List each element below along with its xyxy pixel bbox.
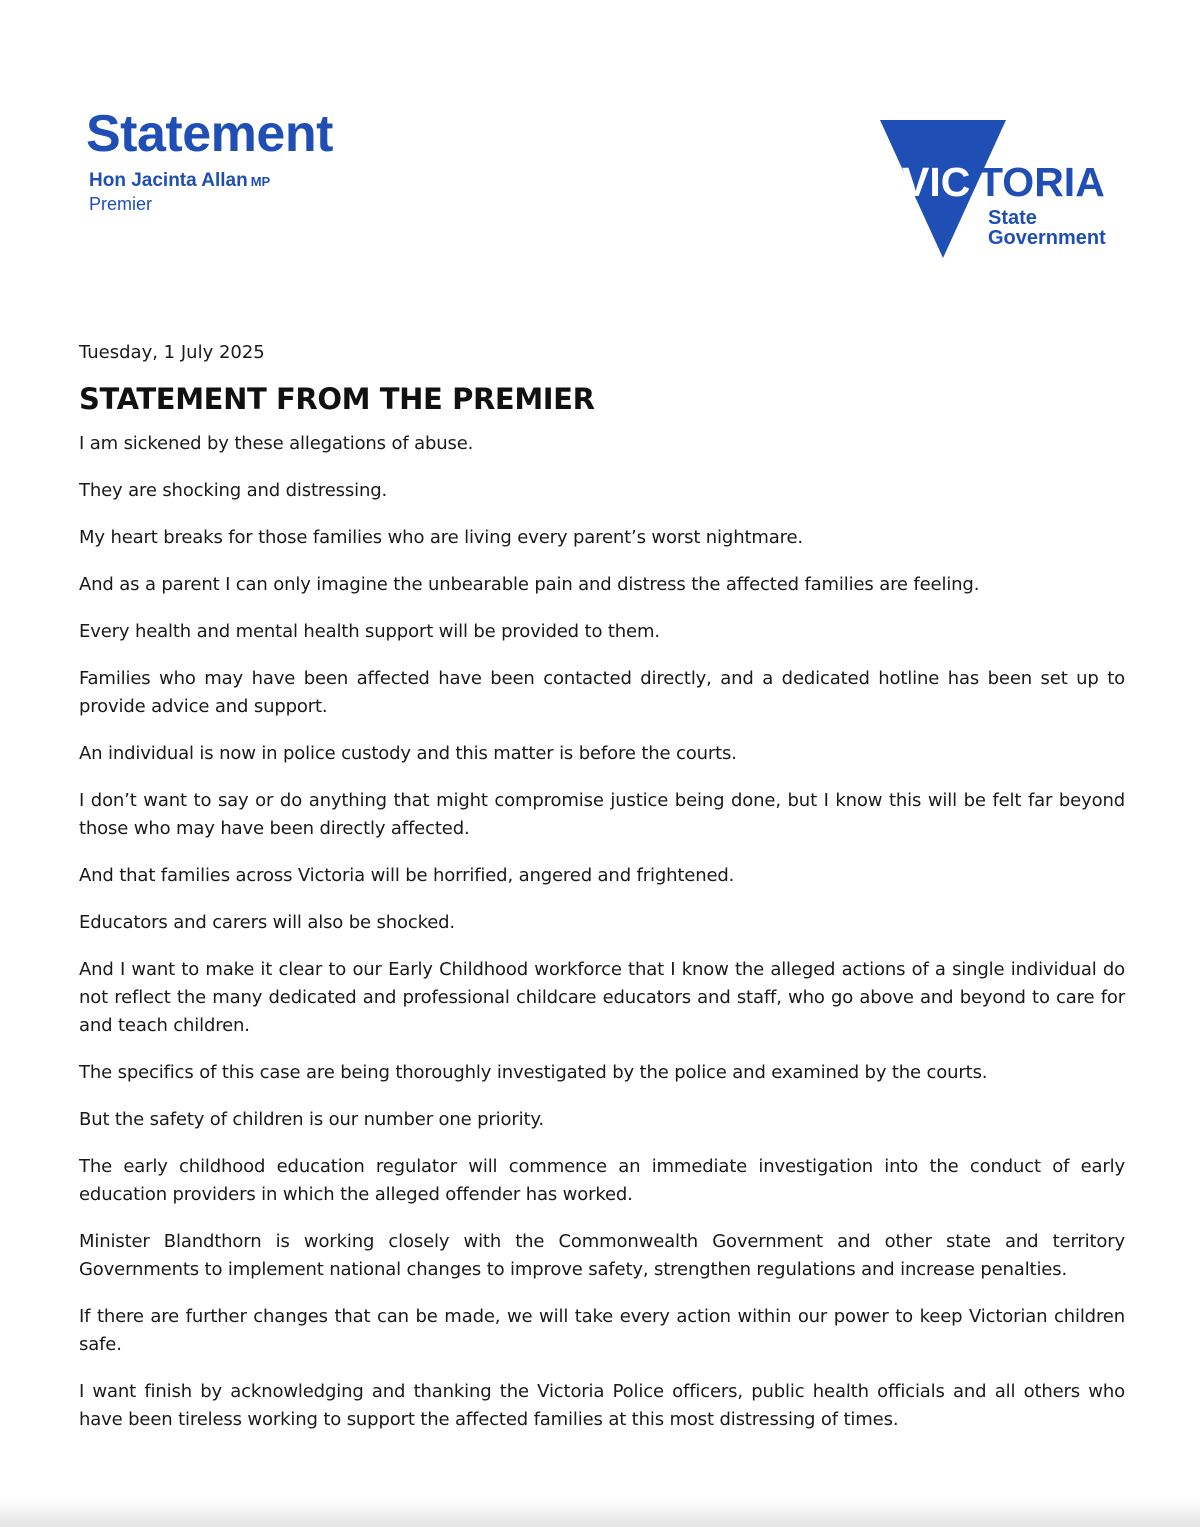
statement-paragraph: The specifics of this case are being thoroughly investigated by the police and examined by the courts. bbox=[79, 1062, 988, 1083]
statement-paragraph: The early childhood education regulator will commence an immediate investigation into the conduct of early education providers in which the alleged offender has worked. bbox=[79, 1156, 1125, 1205]
statement-paragraph: If there are further changes that can be made, we will take every action within our power to keep Victorian children safe. bbox=[79, 1306, 1125, 1355]
statement-paragraph: I want finish by acknowledging and thanking the Victoria Police officers, public health officials and all others who have been tireless working to support the affected families at this most distressing of times. bbox=[79, 1381, 1125, 1430]
statement-heading: STATEMENT FROM THE PREMIER bbox=[79, 382, 595, 416]
statement-paragraph: I don’t want to say or do anything that might compromise justice being done, but I know this will be felt far beyond those who may have been directly affected. bbox=[79, 790, 1125, 839]
statement-date: Tuesday, 1 July 2025 bbox=[79, 342, 265, 363]
statement-paragraph: And I want to make it clear to our Early Childhood workforce that I know the alleged actions of a single individual do not reflect the many dedicated and professional childcare educators and staff, who go above and beyond to care for and teach children. bbox=[79, 959, 1125, 1036]
statement-content bbox=[79, 339, 1125, 1453]
statement-paragraph: But the safety of children is our number one priority. bbox=[79, 1109, 544, 1130]
statement-paragraph: Minister Blandthorn is working closely with the Commonwealth Government and other state and territory Governments to implement national changes to improve safety, strengthen regulations and increase penalties. bbox=[79, 1231, 1125, 1280]
minister-name-suffix: MP bbox=[250, 174, 271, 189]
minister-name bbox=[89, 170, 333, 193]
statement-paragraph: Every health and mental health support will be provided to them. bbox=[79, 621, 660, 642]
statement-paragraph: I am sickened by these allegations of abuse. bbox=[79, 433, 474, 454]
masthead-title: Statement bbox=[86, 105, 333, 163]
statement-paragraph: And as a parent I can only imagine the unbearable pain and distress the affected families are feeling. bbox=[79, 574, 980, 595]
minister-name-text: Hon Jacinta Allan bbox=[89, 170, 248, 191]
statement-paragraph: Families who may have been affected have been contacted directly, and a dedicated hotline has been set up to provide advice and support. bbox=[79, 668, 1125, 717]
page-bottom-edge bbox=[0, 1499, 1200, 1527]
victoria-state-government-logo bbox=[872, 112, 1128, 264]
statement-paragraph: My heart breaks for those families who are living every parent’s worst nightmare. bbox=[79, 527, 803, 548]
victoria-logo-graphic bbox=[872, 112, 1128, 264]
logo-line-state: State bbox=[988, 207, 1037, 229]
masthead bbox=[86, 104, 333, 215]
logo-wordmark-inner: VIC bbox=[902, 159, 971, 205]
statement-paragraph: They are shocking and distressing. bbox=[79, 480, 388, 501]
statement-body bbox=[79, 430, 1125, 1434]
logo-line-government: Government bbox=[988, 227, 1106, 249]
logo-wordmark-outer: TORIA bbox=[978, 159, 1105, 205]
statement-paragraph: And that families across Victoria will be horrified, angered and frightened. bbox=[79, 865, 735, 886]
statement-paragraph: An individual is now in police custody and this matter is before the courts. bbox=[79, 743, 737, 764]
minister-role: Premier bbox=[89, 194, 153, 214]
statement-paragraph: Educators and carers will also be shocked. bbox=[79, 912, 456, 933]
